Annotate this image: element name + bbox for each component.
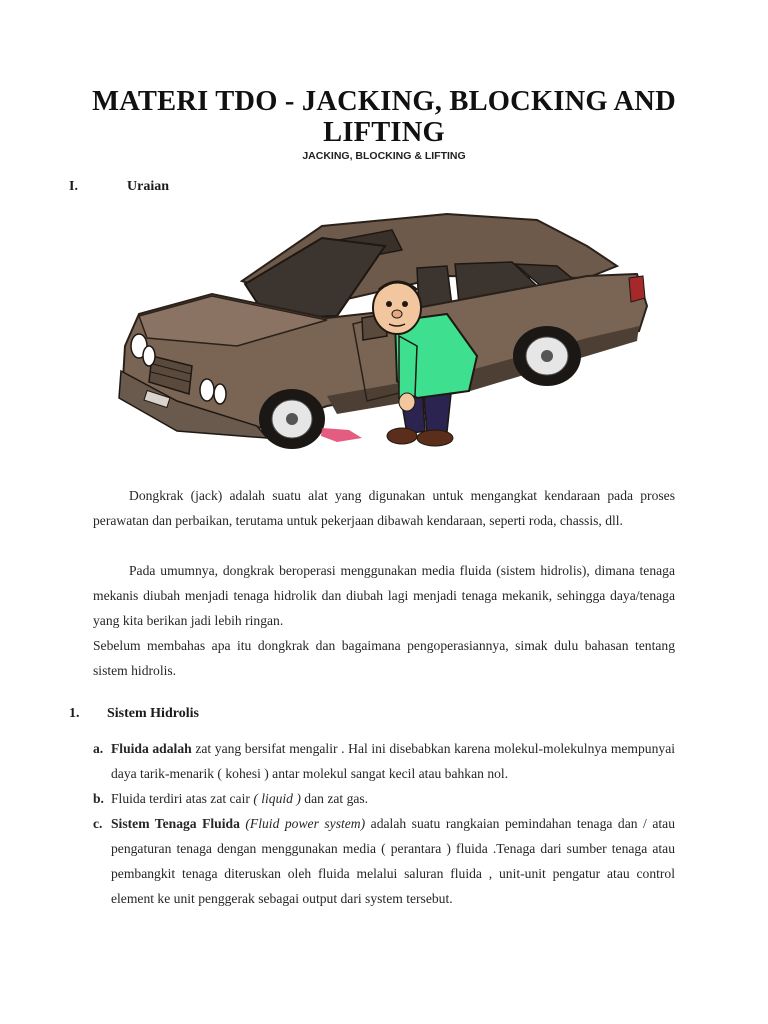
section-heading: Uraian bbox=[127, 179, 169, 194]
list-term: Fluida adalah bbox=[111, 741, 192, 756]
rear-wheel bbox=[513, 326, 581, 386]
list-marker: c. bbox=[93, 816, 103, 831]
subsection-heading: Sistem Hidrolis bbox=[107, 706, 199, 721]
list-text: dan zat gas. bbox=[304, 791, 369, 806]
front-wheel bbox=[259, 389, 325, 449]
list-item-b bbox=[93, 786, 675, 811]
list-item-a bbox=[93, 736, 675, 786]
car-image bbox=[119, 214, 647, 449]
section-number: I. bbox=[69, 179, 78, 194]
definition-list bbox=[93, 736, 675, 911]
list-text: zat yang bersifat mengalir . Hal ini disebabkan karena molekul-molekulnya mempunyai daya tarik-menarik ( kohesi ) antar molekul sangat kecil atau bahkan nol. bbox=[111, 741, 676, 781]
list-text: adalah suatu rangkaian pemindahan tenaga dan / atau pengaturan tenaga dengan menggunakan media ( perantara ) fluida .Tenaga dari sumber tenaga atau pembangkit tenaga diteruskan oleh fluida melalui saluran fluida , unit-unit pengatur atau control element ke unit penggerak sebagai output dari system tersebut. bbox=[111, 816, 675, 906]
list-item-c bbox=[93, 811, 675, 911]
paragraph-1: Dongkrak (jack) adalah suatu alat yang digunakan untuk mengangkat kendaraan pada proses perawatan dan perbaikan, terutama untuk pekerjaan dibawah kendaraan, seperti roda, chassis, dll. bbox=[93, 488, 675, 528]
document-title: MATERI TDO - JACKING, BLOCKING AND LIFTING bbox=[92, 86, 676, 148]
list-italic: ( liquid ) bbox=[253, 791, 301, 806]
list-marker: a. bbox=[93, 741, 104, 756]
list-italic: (Fluid power system) bbox=[245, 816, 366, 831]
document-subtitle: JACKING, BLOCKING & LIFTING bbox=[302, 150, 466, 162]
list-text: Fluida terdiri atas zat cair bbox=[111, 791, 250, 806]
list-marker: b. bbox=[93, 791, 104, 806]
list-term: Sistem Tenaga Fluida bbox=[111, 816, 240, 831]
subsection-number: 1. bbox=[69, 706, 80, 721]
car-jack-illustration bbox=[117, 206, 649, 454]
paragraph-2: Pada umumnya, dongkrak beroperasi menggunakan media fluida (sistem hidrolis), dimana tenaga mekanis diubah menjadi tenaga hidrolik dan diubah lagi menjadi tenaga mekanik, sehingga daya/tenaga yang kita berikan jadi lebih ringan. bbox=[93, 563, 675, 628]
paragraph-3: Sebelum membahas apa itu dongkrak dan bagaimana pengoperasiannya, simak dulu bahasan tentang sistem hidrolis. bbox=[93, 638, 675, 678]
